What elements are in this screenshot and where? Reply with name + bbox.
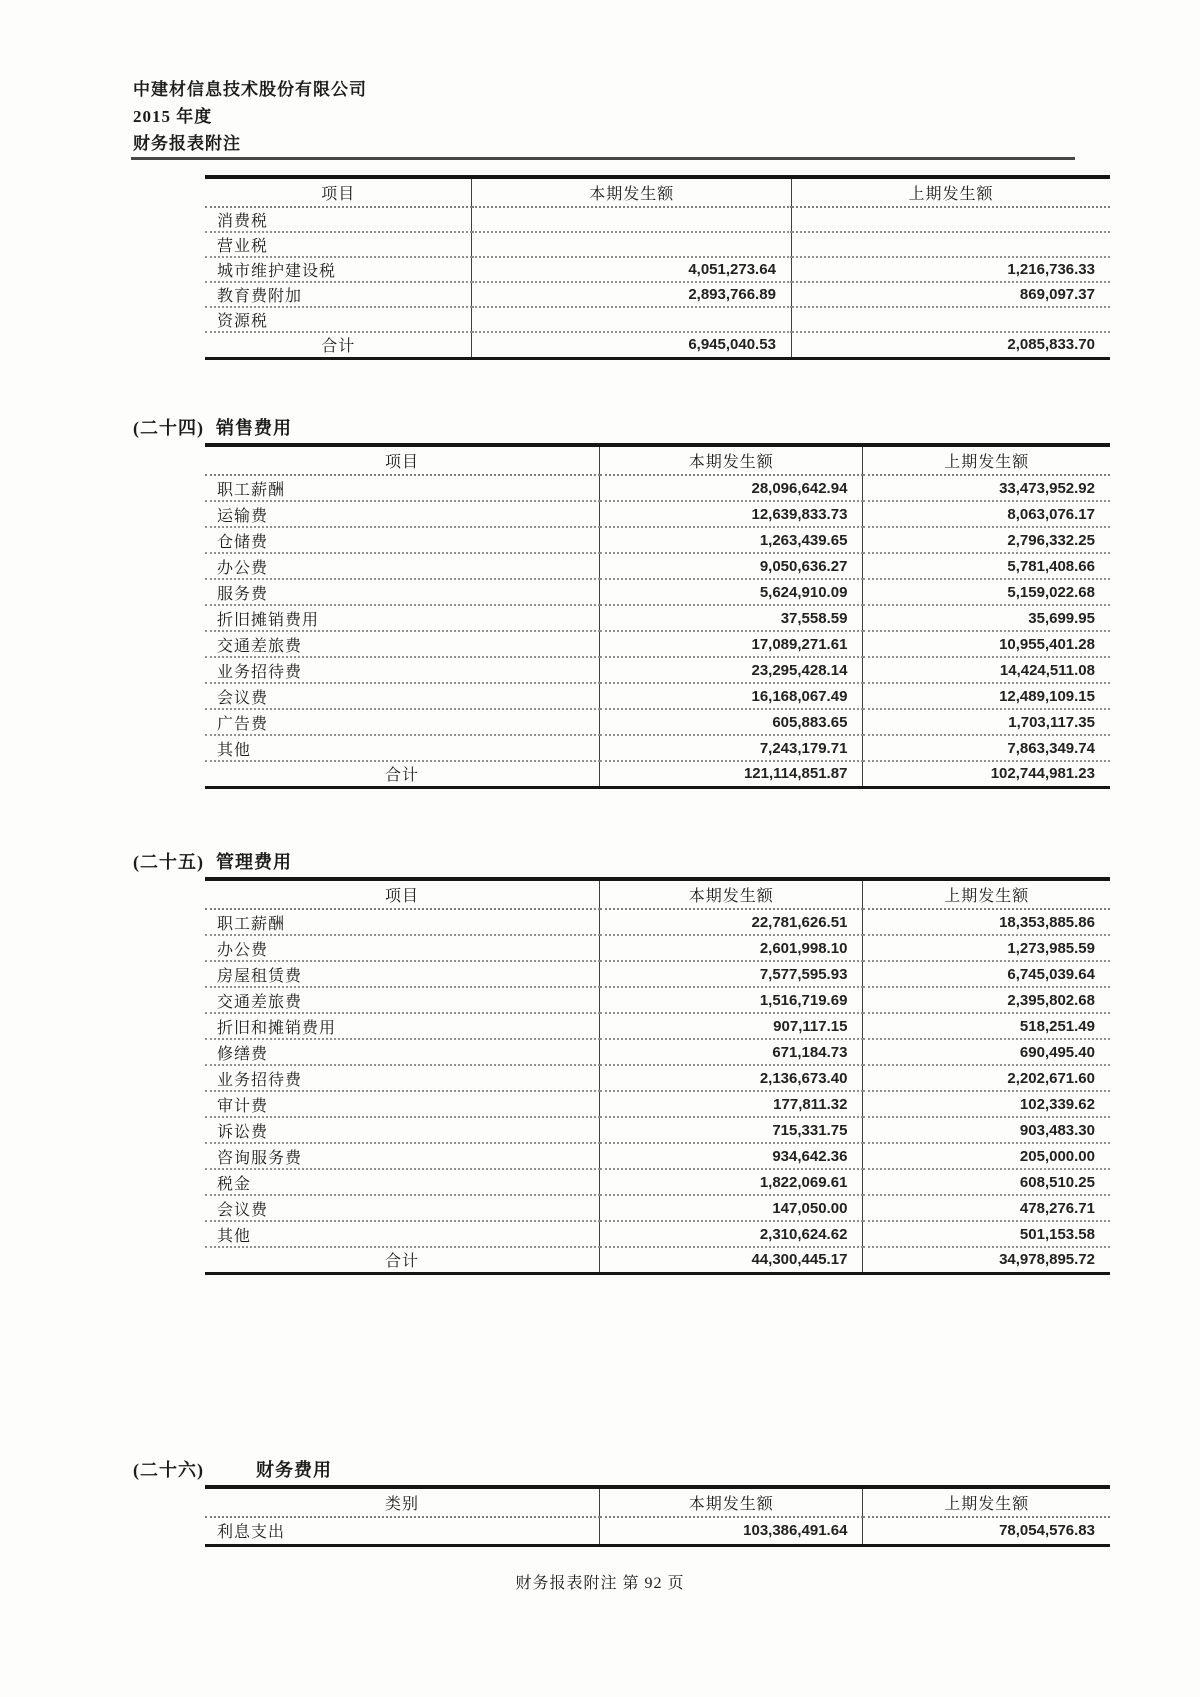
row-label: 业务招待费 [205, 1065, 600, 1091]
finance-expenses-table [205, 1485, 1110, 1547]
fiscal-year: 2015 年度 [133, 107, 213, 126]
prior-period-amount: 7,863,349.74 [863, 735, 1110, 761]
table-row [205, 1517, 1110, 1545]
table-header-row [205, 445, 1110, 475]
prior-period-amount: 2,796,332.25 [863, 527, 1110, 553]
row-label: 诉讼费 [205, 1117, 600, 1143]
total-prior-amount: 2,085,833.70 [791, 332, 1110, 358]
row-label: 仓储费 [205, 527, 600, 553]
current-period-amount: 147,050.00 [600, 1195, 863, 1221]
section-number: (二十六) [133, 1460, 204, 1480]
table-row [205, 1143, 1110, 1169]
column-header-prior: 上期发生额 [863, 1487, 1110, 1517]
current-period-amount: 23,295,428.14 [600, 657, 863, 683]
table-row [205, 631, 1110, 657]
table-row [205, 1091, 1110, 1117]
prior-period-amount: 35,699.95 [863, 605, 1110, 631]
prior-period-amount: 78,054,576.83 [863, 1517, 1110, 1545]
row-label: 交通差旅费 [205, 631, 600, 657]
section-heading-finance-expenses [133, 1456, 332, 1482]
prior-period-amount: 5,781,408.66 [863, 553, 1110, 579]
prior-period-amount: 102,339.62 [863, 1091, 1110, 1117]
current-period-amount: 12,639,833.73 [600, 501, 863, 527]
row-label: 其他 [205, 735, 600, 761]
table-header-row [205, 1487, 1110, 1517]
total-row [205, 761, 1110, 787]
row-label: 折旧和摊销费用 [205, 1013, 600, 1039]
current-period-amount: 2,893,766.89 [472, 282, 791, 307]
prior-period-amount: 1,216,736.33 [791, 257, 1110, 282]
table-row [205, 605, 1110, 631]
row-label: 会议费 [205, 1195, 600, 1221]
current-period-amount: 4,051,273.64 [472, 257, 791, 282]
document-title: 财务报表附注 [133, 134, 241, 153]
column-header-current: 本期发生额 [472, 177, 791, 207]
current-period-amount: 177,811.32 [600, 1091, 863, 1117]
table-row [205, 657, 1110, 683]
row-label: 职工薪酬 [217, 915, 286, 933]
current-period-amount: 1,822,069.61 [600, 1169, 863, 1195]
current-period-amount [472, 207, 791, 232]
section-heading-selling-expenses [133, 414, 292, 440]
table-row [205, 527, 1110, 553]
table-header-row [205, 879, 1110, 909]
table-row [205, 501, 1110, 527]
current-period-amount: 7,243,179.71 [600, 735, 863, 761]
table-row [205, 909, 1110, 935]
row-label: 消费税 [217, 213, 269, 230]
document-header [133, 76, 367, 157]
row-label: 广告费 [205, 709, 600, 735]
row-label: 其他 [205, 1221, 600, 1247]
prior-period-amount: 5,159,022.68 [863, 579, 1110, 605]
total-label: 合计 [205, 761, 600, 787]
prior-period-amount: 2,202,671.60 [863, 1065, 1110, 1091]
prior-period-amount: 14,424,511.08 [863, 657, 1110, 683]
total-prior-amount: 34,978,895.72 [863, 1247, 1110, 1273]
column-header-item: 项目 [205, 177, 472, 207]
current-period-amount: 1,516,719.69 [600, 987, 863, 1013]
table-row [205, 935, 1110, 961]
total-row [205, 332, 1110, 358]
row-label: 折旧摊销费用 [205, 605, 600, 631]
table-row [205, 307, 1110, 332]
total-row [205, 1247, 1110, 1273]
current-period-amount: 5,624,910.09 [600, 579, 863, 605]
current-period-amount: 103,386,491.64 [600, 1517, 863, 1545]
table-row [205, 1065, 1110, 1091]
tax-surcharge-table [205, 175, 1110, 360]
row-label: 税金 [205, 1169, 600, 1195]
row-label: 交通差旅费 [205, 987, 600, 1013]
column-header-prior: 上期发生额 [863, 445, 1110, 475]
prior-period-amount: 903,483.30 [863, 1117, 1110, 1143]
prior-period-amount [791, 307, 1110, 332]
section-title: 管理费用 [216, 852, 292, 872]
row-label: 咨询服务费 [205, 1143, 600, 1169]
current-period-amount [472, 232, 791, 257]
table-row [205, 232, 1110, 257]
current-period-amount: 22,781,626.51 [600, 909, 863, 935]
current-period-amount: 2,310,624.62 [600, 1221, 863, 1247]
prior-period-amount [791, 232, 1110, 257]
row-label: 修缮费 [205, 1039, 600, 1065]
current-period-amount: 934,642.36 [600, 1143, 863, 1169]
prior-period-amount: 478,276.71 [863, 1195, 1110, 1221]
table-row [205, 1221, 1110, 1247]
prior-period-amount: 608,510.25 [863, 1169, 1110, 1195]
row-label: 审计费 [205, 1091, 600, 1117]
current-period-amount: 671,184.73 [600, 1039, 863, 1065]
table-row [205, 282, 1110, 307]
prior-period-amount: 33,473,952.92 [863, 475, 1110, 501]
prior-period-amount: 869,097.37 [791, 282, 1110, 307]
current-period-amount: 715,331.75 [600, 1117, 863, 1143]
total-prior-amount: 102,744,981.23 [863, 761, 1110, 787]
section-title: 销售费用 [216, 418, 292, 438]
page-footer: 财务报表附注 第 92 页 [515, 1575, 685, 1592]
total-current-amount: 44,300,445.17 [600, 1247, 863, 1273]
table-row [205, 1169, 1110, 1195]
table-row [205, 475, 1110, 501]
selling-expenses-table [205, 443, 1110, 789]
prior-period-amount: 10,955,401.28 [863, 631, 1110, 657]
prior-period-amount: 1,273,985.59 [863, 935, 1110, 961]
column-header-current: 本期发生额 [600, 879, 863, 909]
total-label: 合计 [205, 332, 472, 358]
current-period-amount: 9,050,636.27 [600, 553, 863, 579]
row-label: 房屋租赁费 [205, 961, 600, 987]
prior-period-amount: 2,395,802.68 [863, 987, 1110, 1013]
current-period-amount: 907,117.15 [600, 1013, 863, 1039]
row-label: 运输费 [205, 501, 600, 527]
row-label: 会议费 [205, 683, 600, 709]
table-row [205, 987, 1110, 1013]
row-label: 资源税 [205, 307, 472, 332]
row-label: 办公费 [205, 935, 600, 961]
prior-period-amount: 8,063,076.17 [863, 501, 1110, 527]
total-label: 合计 [205, 1247, 600, 1273]
current-period-amount: 2,601,998.10 [600, 935, 863, 961]
table-row [205, 257, 1110, 282]
table-row [205, 207, 1110, 232]
table-row [205, 1195, 1110, 1221]
table-row [205, 553, 1110, 579]
current-period-amount: 16,168,067.49 [600, 683, 863, 709]
column-header-item: 项目 [205, 445, 600, 475]
prior-period-amount: 1,703,117.35 [863, 709, 1110, 735]
column-header-item: 项目 [205, 879, 600, 909]
table-row [205, 709, 1110, 735]
column-header-current: 本期发生额 [600, 445, 863, 475]
row-label: 业务招待费 [205, 657, 600, 683]
prior-period-amount: 518,251.49 [863, 1013, 1110, 1039]
table-row [205, 683, 1110, 709]
total-current-amount: 121,114,851.87 [600, 761, 863, 787]
admin-expenses-table [205, 877, 1110, 1275]
current-period-amount: 605,883.65 [600, 709, 863, 735]
prior-period-amount: 690,495.40 [863, 1039, 1110, 1065]
row-label: 营业税 [205, 232, 472, 257]
row-label: 教育费附加 [205, 282, 472, 307]
current-period-amount: 17,089,271.61 [600, 631, 863, 657]
table-row [205, 735, 1110, 761]
current-period-amount: 7,577,595.93 [600, 961, 863, 987]
table-row [205, 1039, 1110, 1065]
table-row [205, 579, 1110, 605]
current-period-amount [472, 307, 791, 332]
company-name: 中建材信息技术股份有限公司 [133, 80, 367, 99]
column-header-current: 本期发生额 [600, 1487, 863, 1517]
section-heading-admin-expenses [133, 848, 292, 874]
total-current-amount: 6,945,040.53 [472, 332, 791, 358]
row-label: 办公费 [205, 553, 600, 579]
current-period-amount: 1,263,439.65 [600, 527, 863, 553]
row-label: 服务费 [205, 579, 600, 605]
column-header-prior: 上期发生额 [791, 177, 1110, 207]
column-header-category: 类别 [205, 1487, 600, 1517]
prior-period-amount: 6,745,039.64 [863, 961, 1110, 987]
current-period-amount: 37,558.59 [600, 605, 863, 631]
prior-period-amount [791, 207, 1110, 232]
table-row [205, 1013, 1110, 1039]
section-number: (二十五) [133, 852, 204, 872]
row-label: 职工薪酬 [217, 481, 286, 499]
header-divider [131, 157, 1075, 160]
prior-period-amount: 205,000.00 [863, 1143, 1110, 1169]
current-period-amount: 28,096,642.94 [600, 475, 863, 501]
table-header-row [205, 177, 1110, 207]
current-period-amount: 2,136,673.40 [600, 1065, 863, 1091]
table-row [205, 961, 1110, 987]
row-label: 城市维护建设税 [205, 257, 472, 282]
section-title: 财务费用 [256, 1460, 332, 1480]
table-row [205, 1117, 1110, 1143]
column-header-prior: 上期发生额 [863, 879, 1110, 909]
prior-period-amount: 18,353,885.86 [863, 909, 1110, 935]
prior-period-amount: 12,489,109.15 [863, 683, 1110, 709]
section-number: (二十四) [133, 418, 204, 438]
row-label: 利息支出 [217, 1524, 286, 1542]
prior-period-amount: 501,153.58 [863, 1221, 1110, 1247]
